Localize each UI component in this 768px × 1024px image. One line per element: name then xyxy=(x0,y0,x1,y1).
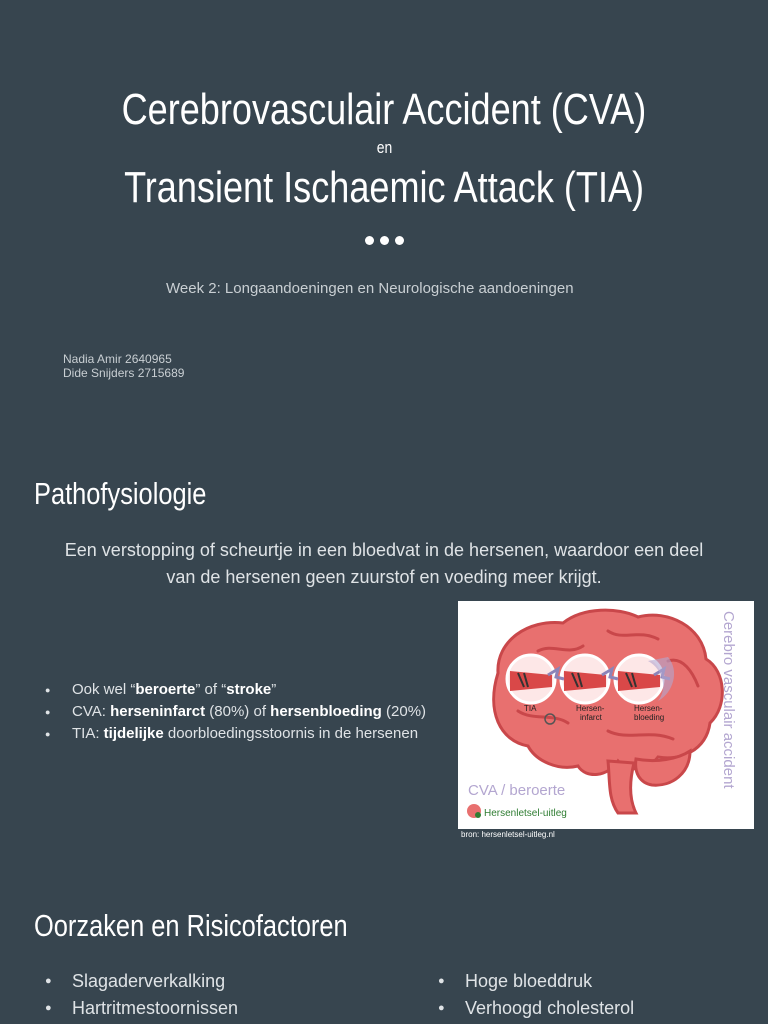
label-tia: TIA xyxy=(524,704,537,713)
list-item: ● Hoge bloeddruk xyxy=(438,968,634,995)
list-item: ● TIA: tijdelijke doorbloedingsstoornis in de hersenen xyxy=(45,723,426,745)
cva-label: CVA / beroerte xyxy=(468,782,566,799)
paragraph-line-1: Een verstopping of scheurtje in een bloedvat in de hersenen, waardoor een deel xyxy=(64,540,704,560)
author-1: Nadia Amir 2640965 xyxy=(63,352,172,366)
title-tia: Transient Ischaemic Attack (TIA) xyxy=(124,163,644,212)
title-dots xyxy=(0,232,768,250)
pathofysiologie-heading: Pathofysiologie xyxy=(34,476,207,511)
author-2: Dide Snijders 2715689 xyxy=(63,366,185,380)
dot xyxy=(380,236,389,245)
pathofysiologie-bullets xyxy=(45,679,426,745)
label-infarct-2: infarct xyxy=(580,713,602,722)
oorzaken-right-list xyxy=(438,968,634,1022)
brand-name: Hersenletsel-uitleg xyxy=(484,808,567,819)
list-item: ● CVA: herseninfarct (80%) of hersenbloeding (20%) xyxy=(45,701,426,723)
subtitle: Week 2: Longaandoeningen en Neurologische aandoeningen xyxy=(166,280,574,297)
figure-caption: bron: hersenletsel-uitleg.nl xyxy=(461,830,555,839)
label-bloeding-2: bloeding xyxy=(634,713,665,722)
brain-illustration xyxy=(458,601,754,829)
title-connector: en xyxy=(376,138,392,157)
list-item: ● Verhoogd cholesterol xyxy=(438,995,634,1022)
authors xyxy=(63,352,184,380)
vertical-title: Cerebro vasculair accident xyxy=(720,611,737,789)
title-block xyxy=(0,80,768,218)
brain-svg xyxy=(458,601,754,829)
list-item: ● Slagaderverkalking xyxy=(45,968,238,995)
pathofysiologie-paragraph xyxy=(0,537,768,591)
label-bloeding-1: Hersen- xyxy=(634,704,663,713)
oorzaken-heading: Oorzaken en Risicofactoren xyxy=(34,908,348,943)
brain-stem xyxy=(608,761,636,813)
list-item: ● Ook wel “beroerte” of “stroke” xyxy=(45,679,426,701)
dot xyxy=(365,236,374,245)
oorzaken-left-list xyxy=(45,968,238,1022)
label-infarct-1: Hersen- xyxy=(576,704,605,713)
paragraph-line-2: van de hersenen geen zuurstof en voeding meer krijgt. xyxy=(166,567,602,587)
list-item: ● Hartritmestoornissen xyxy=(45,995,238,1022)
dot xyxy=(395,236,404,245)
title-cva: Cerebrovasculair Accident (CVA) xyxy=(121,85,647,134)
